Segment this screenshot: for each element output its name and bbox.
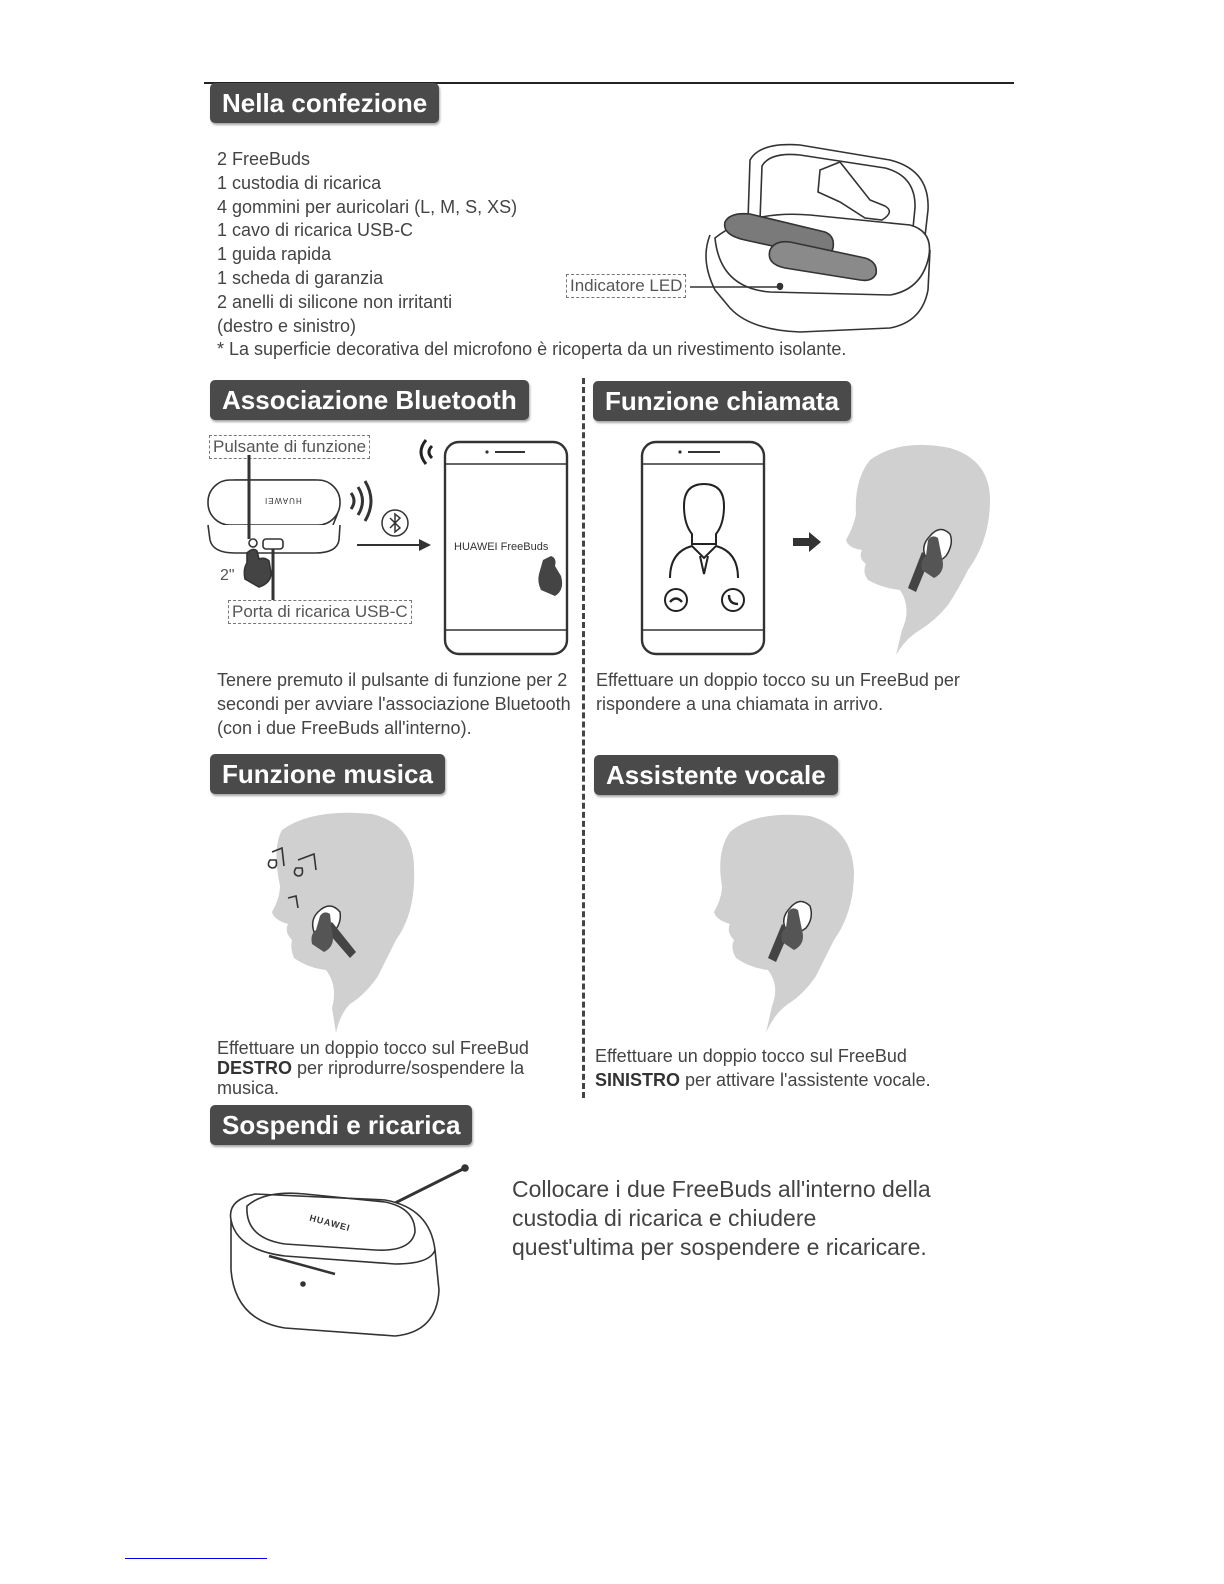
list-item: 1 scheda di garanzia: [217, 267, 384, 288]
bluetooth-icon: [380, 508, 410, 538]
music-description-text-end: per riprodurre/sospendere la musica.: [217, 1058, 525, 1098]
case-brand-text-standby: HUAWEI: [308, 1212, 352, 1234]
column-divider: [582, 378, 585, 1098]
decline-call-icon: [663, 587, 689, 613]
bluetooth-description: Tenere premuto il pulsante di funzione per 2 secondi per avviare l'associazione Bluetooth (con i due FreeBuds all'interno).: [217, 670, 571, 738]
package-contents-list: [217, 148, 517, 338]
heading-assistant: Assistente vocale: [594, 755, 838, 795]
list-item: 2 FreeBuds: [217, 149, 311, 169]
case-brand-text: HUAWEI: [264, 496, 302, 505]
seconds-label: 2": [220, 567, 235, 584]
music-description: [217, 1038, 582, 1098]
list-item: 4 gommini per auricolari (L, M, S, XS): [217, 196, 518, 217]
arrow-right-icon: [357, 538, 432, 552]
usb-port-label: Porta di ricarica USB-C: [228, 600, 412, 624]
assistant-description: [595, 1044, 980, 1092]
microphone-note: * La superficie decorativa del microfono è ricoperta da un rivestimento isolante.: [217, 339, 847, 359]
list-item: 1 custodia di ricarica: [217, 172, 382, 193]
heading-music: Funzione musica: [210, 754, 445, 794]
led-indicator-label: Indicatore LED: [566, 274, 686, 298]
list-item: 1 cavo di ricarica USB-C: [217, 220, 414, 241]
footer-link-line: [125, 1558, 267, 1559]
assistant-description-text: Effettuare un doppio tocco sul FreeBud: [595, 1046, 907, 1066]
head-with-earbud-assistant: [700, 808, 860, 1033]
music-description-text: Effettuare un doppio tocco sul FreeBud: [217, 1038, 529, 1058]
function-button-label: Pulsante di funzione: [209, 435, 370, 459]
phone-device-name: HUAWEI FreeBuds: [454, 541, 549, 553]
list-item: (destro e sinistro): [217, 315, 357, 336]
accept-call-icon: [720, 587, 746, 613]
led-pointer-line: [690, 284, 790, 290]
call-description: Effettuare un doppio tocco su un FreeBud per rispondere a una chiamata in arrivo.: [596, 670, 960, 714]
open-case-illustration: [690, 140, 940, 340]
wifi-signal-icon: [414, 432, 444, 472]
heading-standby: Sospendi e ricarica: [210, 1105, 472, 1145]
head-with-music-notes: [262, 808, 422, 1033]
closed-case-with-probe: [225, 1160, 475, 1345]
heading-package: Nella confezione: [210, 83, 439, 123]
heading-call: Funzione chiamata: [593, 381, 851, 421]
heading-bluetooth: Associazione Bluetooth: [210, 380, 529, 420]
head-with-earbud-call: [840, 440, 992, 655]
assistant-description-text-end: per attivare l'assistente vocale.: [680, 1070, 931, 1090]
list-item: 2 anelli di silicone non irritanti: [217, 291, 453, 312]
arrow-right-icon: [793, 532, 823, 552]
list-item: 1 guida rapida: [217, 244, 332, 265]
standby-description: Collocare i due FreeBuds all'interno della custodia di ricarica e chiudere quest'ultima per sospendere e ricaricare.: [512, 1176, 931, 1260]
music-description-bold: DESTRO: [217, 1058, 293, 1078]
assistant-description-bold: SINISTRO: [595, 1070, 681, 1090]
call-phone-illustration: [640, 440, 766, 656]
